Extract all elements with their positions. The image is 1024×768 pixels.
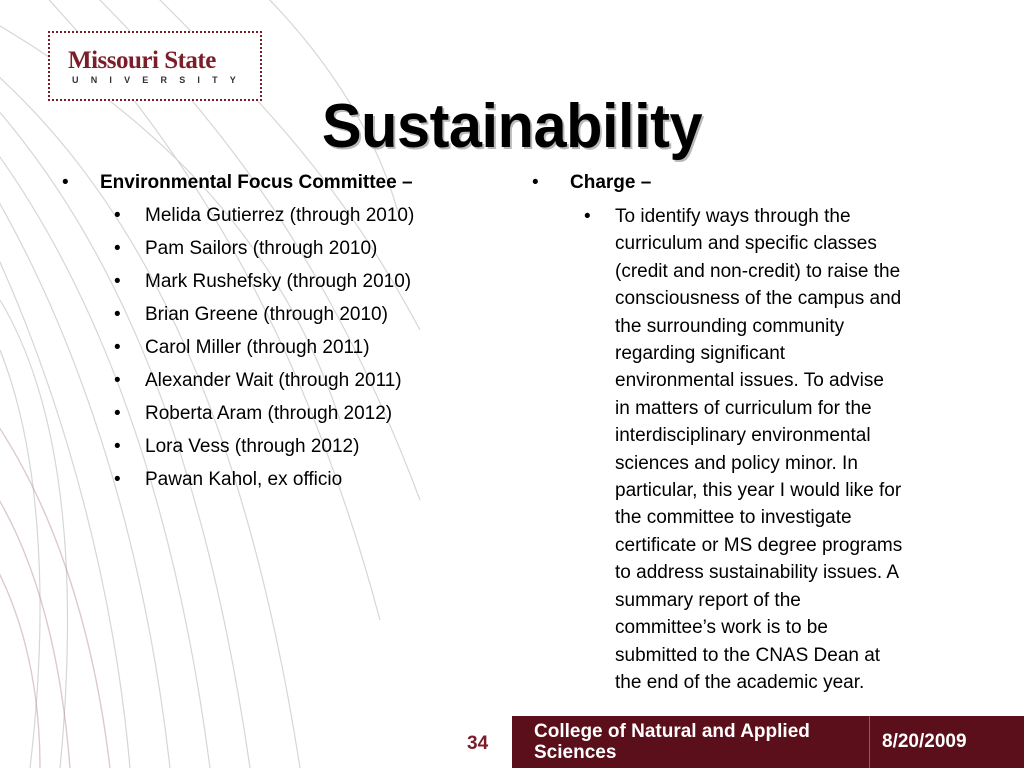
logo-subtitle: UNIVERSITY: [72, 75, 249, 85]
charge-line: particular, this year I would like for: [615, 480, 902, 502]
charge-line: curriculum and specific classes: [615, 233, 877, 255]
committee-heading-item: [62, 166, 502, 199]
bullet-icon: •: [532, 172, 539, 193]
charge-line: submitted to the CNAS Dean at: [615, 644, 881, 666]
charge-line: consciousness of the campus and: [615, 288, 902, 310]
bullet-icon: •: [114, 238, 121, 259]
charge-line: the end of the academic year.: [615, 671, 865, 693]
footer-college-line2: Sciences: [534, 742, 617, 763]
bullet-icon: •: [114, 436, 121, 457]
list-item: [62, 265, 502, 298]
list-item: [62, 397, 502, 430]
charge-line: committee’s work is to be: [615, 617, 828, 639]
member-name: Roberta Aram (through 2012): [145, 403, 393, 424]
page-number: 34: [467, 733, 489, 754]
member-name: Carol Miller (through 2011): [145, 337, 370, 358]
charge-line: (credit and non-credit) to raise the: [615, 260, 901, 282]
bullet-icon: •: [584, 206, 591, 227]
member-name: Pam Sailors (through 2010): [145, 238, 378, 259]
left-column: [62, 166, 502, 496]
charge-line: To identify ways through the: [615, 206, 851, 227]
footer-divider: [869, 716, 870, 768]
charge-line: in matters of curriculum for the: [615, 397, 872, 419]
member-name: Melida Gutierrez (through 2010): [145, 205, 415, 226]
slide-title: Sustainability: [321, 92, 703, 161]
committee-heading: Environmental Focus Committee –: [100, 172, 413, 193]
list-item: [62, 364, 502, 397]
list-item: [62, 463, 502, 496]
list-item: [62, 331, 502, 364]
footer-college: [534, 721, 869, 763]
charge-description: [532, 203, 972, 696]
charge-line: the surrounding community: [615, 315, 845, 337]
list-item: [62, 298, 502, 331]
charge-line: sciences and policy minor. In: [615, 452, 858, 474]
charge-line: summary report of the: [615, 589, 801, 611]
charge-line: environmental issues. To advise: [615, 370, 884, 392]
bullet-icon: •: [114, 205, 121, 226]
logo-wordmark: Missouri State: [68, 47, 216, 74]
bullet-icon: •: [114, 304, 121, 325]
charge-line: certificate or MS degree programs: [615, 534, 903, 556]
member-name: Alexander Wait (through 2011): [145, 370, 402, 391]
list-item: [62, 430, 502, 463]
footer-date: 8/20/2009: [882, 731, 967, 752]
member-name: Mark Rushefsky (through 2010): [145, 271, 412, 292]
right-column: [532, 166, 972, 696]
member-name: Brian Greene (through 2010): [145, 304, 388, 325]
list-item: [62, 232, 502, 265]
charge-line: the committee to investigate: [615, 507, 852, 529]
charge-heading: Charge –: [570, 172, 652, 193]
bullet-icon: •: [114, 469, 121, 490]
bullet-icon: •: [114, 337, 121, 358]
bullet-icon: •: [114, 403, 121, 424]
member-name: Pawan Kahol, ex officio: [145, 469, 343, 490]
bullet-icon: •: [114, 271, 121, 292]
footer-bar: [512, 716, 1024, 768]
charge-line: to address sustainability issues. A: [615, 562, 900, 584]
list-item: [62, 199, 502, 232]
charge-line: regarding significant: [615, 343, 786, 365]
member-name: Lora Vess (through 2012): [145, 436, 360, 457]
member-list: [62, 199, 502, 496]
footer-college-line1: College of Natural and Applied: [534, 721, 810, 742]
charge-heading-item: [532, 166, 972, 199]
bullet-icon: •: [62, 172, 69, 193]
charge-line: interdisciplinary environmental: [615, 425, 871, 447]
bullet-icon: •: [114, 370, 121, 391]
